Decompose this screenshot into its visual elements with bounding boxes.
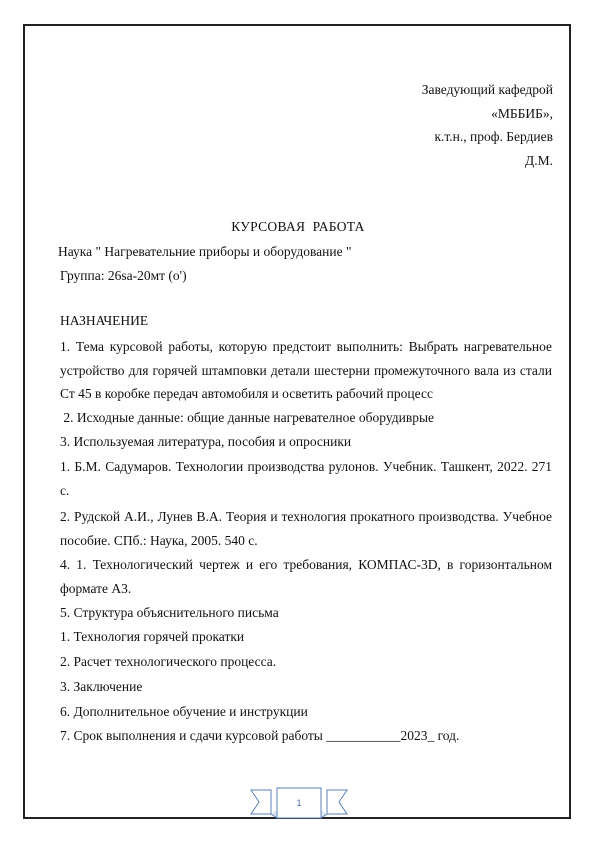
approval-line-4: Д.М. bbox=[525, 152, 553, 168]
item-7-deadline: 7. Срок выполнения и сдачи курсовой работы ___________2023_ год. bbox=[60, 728, 460, 743]
page-number-ribbon bbox=[249, 786, 349, 820]
literature-ref-1: 1. Б.М. Садумаров. Технологии производства рулонов. Учебник. Ташкент, 2022. 271 с. bbox=[60, 459, 552, 498]
approval-line-2: «МББИБ», bbox=[491, 105, 553, 121]
item-5-structure: 5. Структура объяснительного письма bbox=[60, 605, 279, 620]
item-1-topic: 1. Тема курсовой работы, которую предстоит выполнить: Выбрать нагревательное устройство для горячей штамповки детали шестерни промежуточного вала из стали Ст 45 в коробке передач автомобиля и осветить рабочий процесс bbox=[60, 339, 552, 401]
structure-part-1: 1. Технология горячей прокатки bbox=[60, 629, 245, 644]
page-number: 1 bbox=[296, 798, 302, 808]
item-3-literature: 3. Используемая литература, пособия и опросники bbox=[60, 434, 352, 449]
section-heading: НАЗНАЧЕНИЕ bbox=[60, 313, 149, 328]
item-4-drawing: 4. 1. Технологический чертеж и его требования, КОМПАС-3D, в горизонтальном формате А3. bbox=[60, 557, 552, 596]
approval-line-3: к.т.н., проф. Бердиев bbox=[434, 129, 553, 144]
item-6-additional: 6. Дополнительное обучение и инструкции bbox=[60, 704, 308, 719]
item-2-source-data: 2. Исходные данные: общие данные нагревателное оборудиврые bbox=[60, 410, 435, 425]
group-line: Группа: 26sa-20мт (o') bbox=[60, 268, 187, 283]
subject-line: Наука " Нагревательние приборы и оборудование " bbox=[58, 244, 352, 259]
structure-part-2: 2. Расчет технологического процесса. bbox=[60, 654, 277, 669]
approval-line-1: Заведующий кафедрой bbox=[421, 82, 553, 97]
approval-block bbox=[422, 78, 553, 172]
literature-ref-2: 2. Рудской А.И., Лунев В.А. Теория и технология прокатного производства. Учебное пособие. СПб.: Наука, 2005. 540 с. bbox=[60, 509, 552, 548]
structure-part-3: 3. Заключение bbox=[60, 679, 143, 694]
document-title: КУРСОВАЯ РАБОТА bbox=[231, 219, 365, 234]
